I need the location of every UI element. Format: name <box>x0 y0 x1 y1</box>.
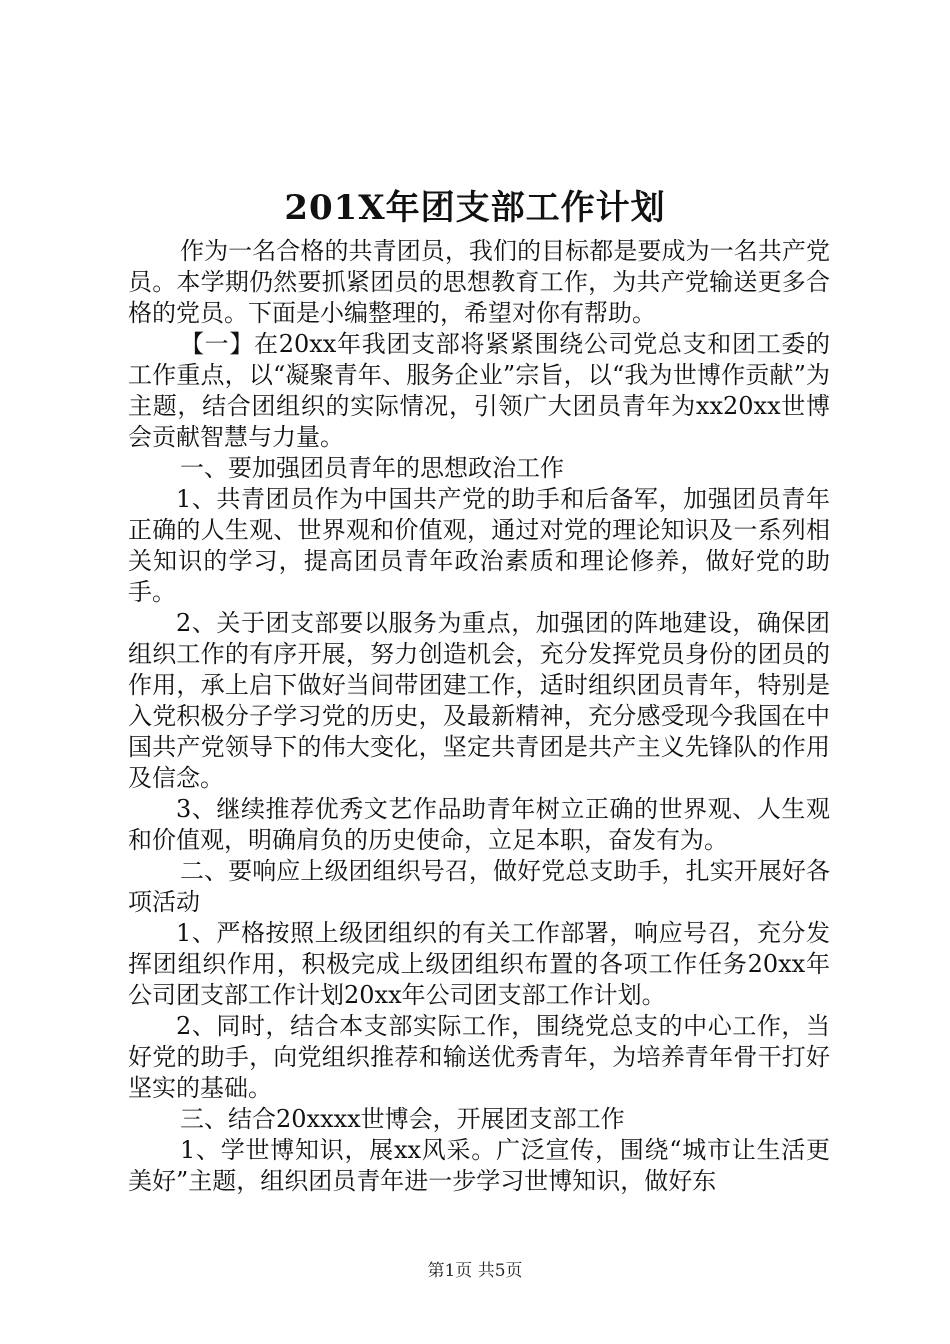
heading-three: 三、结合20xxxx世博会，开展团支部工作 <box>180 1105 625 1133</box>
document-title: 201X年团支部工作计划 <box>284 188 666 228</box>
item-1-2: 2、关于团支部要以服务为重点，加强团的阵地建设，确保团组织工作的有序开展，努力创造机会，充分发挥党员身份的团员的作用，承上启下做好当间带团建工作，适时组织团员青年，特别是入党积极分子学习党的历史，及最新精神，充分感受现今我国在中国共产党领导下的伟大变化，坚定共青团是共产主义先锋队的作用及信念。 <box>128 609 830 792</box>
item-2-2: 2、同时，结合本支部实际工作，围绕党总支的中心工作，当好党的助手，向党组织推荐和输送优秀青年，为培养青年骨干打好坚实的基础。 <box>128 1012 830 1102</box>
heading-two: 二、要响应上级团组织号召，做好党总支助手，扎实开展好各项活动 <box>128 857 830 916</box>
heading-one: 一、要加强团员青年的思想政治工作 <box>180 454 564 482</box>
section-one-paragraph: 【一】在20xx年我团支部将紧紧围绕公司党总支和团工委的工作重点，以“凝聚青年、服务企业”宗旨，以“我为世博作贡献”为主题，结合团组织的实际情况，引领广大团员青年为xx20xx世博会贡献智慧与力量。 <box>128 330 830 451</box>
item-3-1: 1、学世博知识，展xx风采。广泛宣传，围绕“城市让生活更美好”主题，组织团员青年进一步学习世博知识，做好东 <box>128 1136 830 1195</box>
item-1-1: 1、共青团员作为中国共产党的助手和后备军，加强团员青年正确的人生观、世界观和价值观，通过对党的理论知识及一系列相关知识的学习，提高团员青年政治素质和理论修养，做好党的助手。 <box>128 485 830 606</box>
document-body <box>128 236 830 1197</box>
intro-paragraph: 作为一名合格的共青团员，我们的目标都是要成为一名共产党员。本学期仍然要抓紧团员的思想教育工作，为共产党输送更多合格的党员。下面是小编整理的，希望对你有帮助。 <box>128 237 830 327</box>
page-footer: 第1页 共5页 <box>427 1261 523 1281</box>
item-1-3: 3、继续推荐优秀文艺作品助青年树立正确的世界观、人生观和价值观，明确肩负的历史使命，立足本职，奋发有为。 <box>128 795 830 854</box>
item-2-1: 1、严格按照上级团组织的有关工作部署，响应号召，充分发挥团组织作用，积极完成上级团组织布置的各项工作任务20xx年公司团支部工作计划20xx年公司团支部工作计划。 <box>128 919 830 1009</box>
